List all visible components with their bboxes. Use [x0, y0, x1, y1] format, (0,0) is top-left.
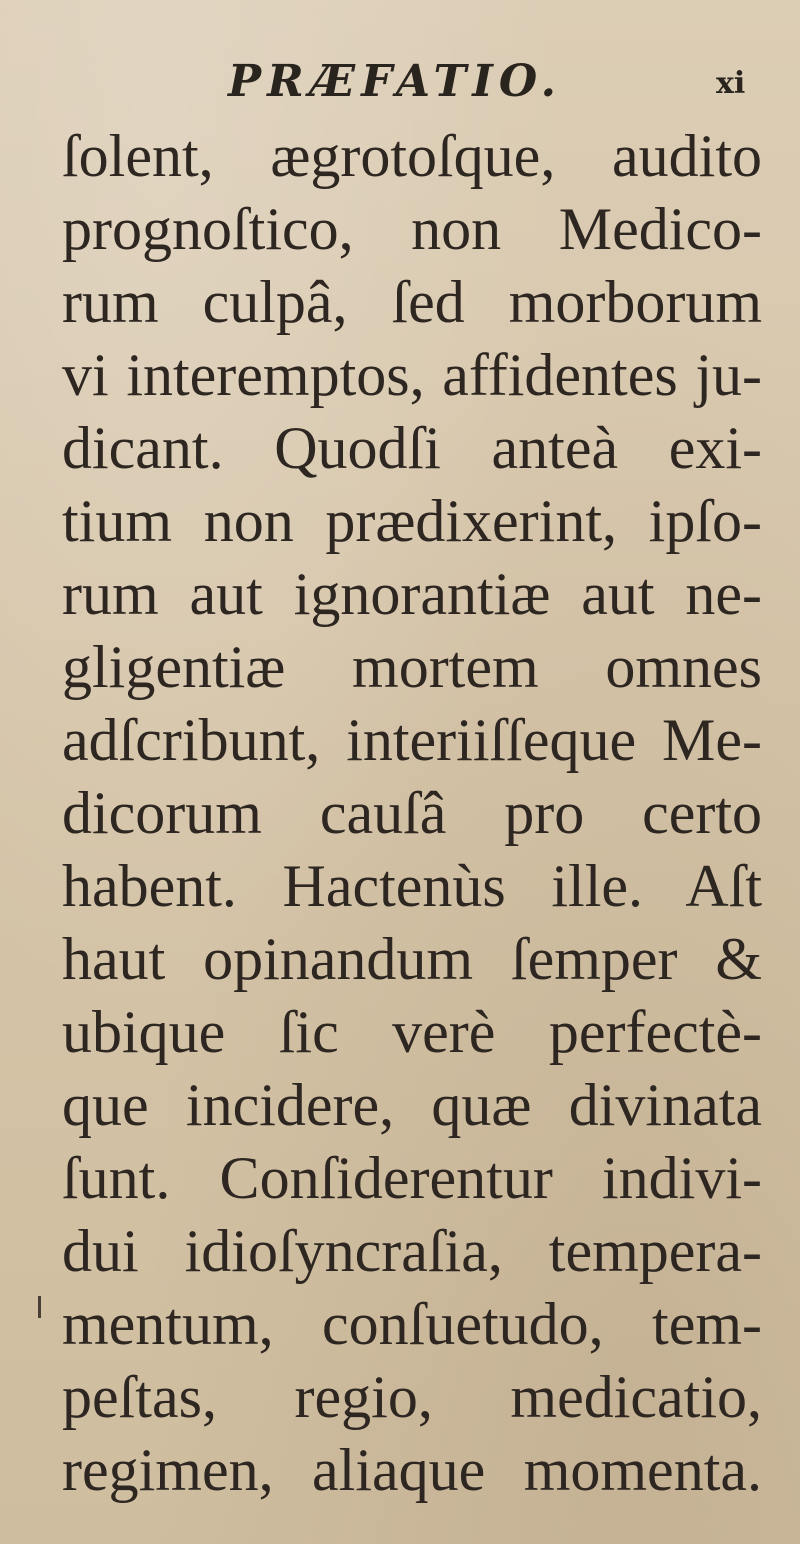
text-line: rum culpâ, ſed morborum — [62, 269, 762, 335]
text-line: adſcribunt, interiiſſeque Me- — [62, 707, 762, 773]
text-line: habent. Hactenùs ille. Aſt — [62, 853, 762, 919]
text-line: regimen, aliaque momenta. — [62, 1437, 762, 1503]
text-line: prognoſtico, non Medico- — [62, 196, 762, 262]
text-line: ubique ſic verè perfectè- — [62, 999, 762, 1065]
running-title: PRÆFATIO. — [228, 56, 562, 107]
text-line: haut opinandum ſemper & — [62, 926, 762, 992]
body-text — [62, 120, 762, 1507]
text-line: vi interemptos, affidentes ju- — [62, 342, 762, 408]
page-header — [0, 56, 800, 116]
margin-tick-mark — [38, 1296, 41, 1318]
text-line: peſtas, regio, medicatio, — [62, 1364, 762, 1430]
text-line: rum aut ignorantiæ aut ne- — [62, 561, 762, 627]
text-line: dui idioſyncraſia, tempera- — [62, 1218, 762, 1284]
text-line: dicorum cauſâ pro certo — [62, 780, 762, 846]
text-line: que incidere, quæ divinata — [62, 1072, 762, 1138]
text-line: ſolent, ægrotoſque, audito — [62, 123, 762, 189]
text-line: gligentiæ mortem omnes — [62, 634, 762, 700]
text-line: dicant. Quodſi anteà exi- — [62, 415, 762, 481]
page-number: xi — [716, 66, 746, 101]
text-line: tium non prædixerint, ipſo- — [62, 488, 762, 554]
text-line: ſunt. Conſiderentur indivi- — [62, 1145, 762, 1211]
text-line: mentum, conſuetudo, tem- — [62, 1291, 762, 1357]
